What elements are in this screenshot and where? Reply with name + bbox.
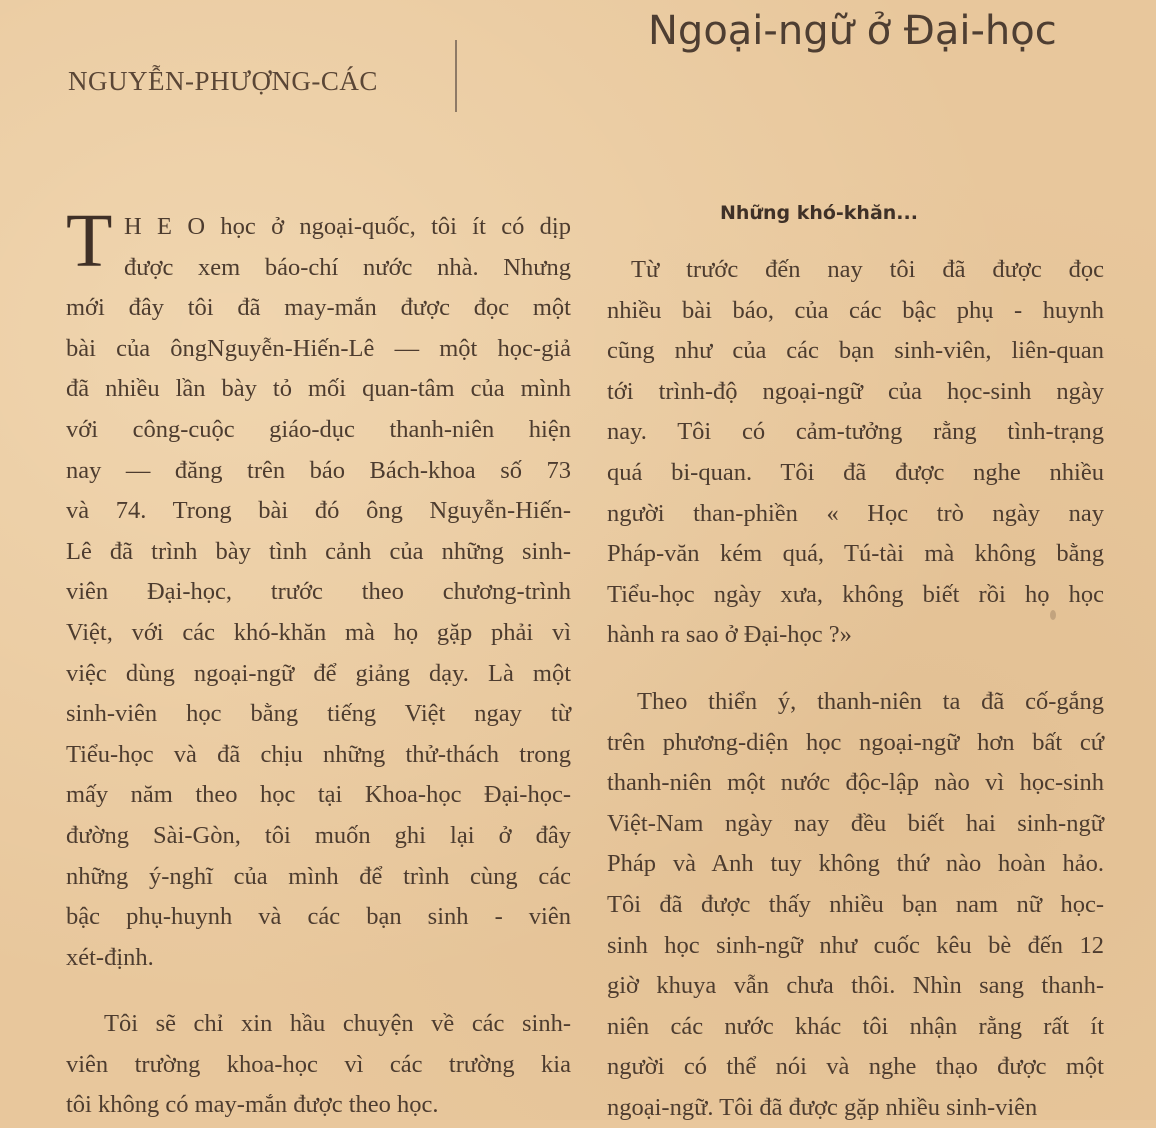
text-line: Tôi đã được thấy nhiều bạn nam nữ học- bbox=[607, 890, 1104, 918]
text-line: niên các nước khác tôi nhận rằng rất ít bbox=[607, 1012, 1104, 1040]
right-paragraph-2 bbox=[607, 682, 1104, 1128]
left-column bbox=[66, 207, 571, 1126]
text-line: với công-cuộc giáo-dục thanh-niên hiện bbox=[66, 415, 571, 443]
text-line: sinh-viên học bằng tiếng Việt ngay từ bbox=[66, 700, 571, 728]
text-line: Tiểu-học ngày xưa, không biết rồi họ học bbox=[607, 580, 1104, 608]
text-line: Việt, với các khó-khăn mà họ gặp phải vì bbox=[66, 618, 571, 646]
text-line: đã nhiều lần bày tỏ mối quan-tâm của mình bbox=[66, 375, 571, 403]
text-line: tới trình-độ ngoại-ngữ của học-sinh ngày bbox=[607, 377, 1104, 405]
left-paragraph-2 bbox=[66, 1004, 571, 1126]
text-line: Tôi sẽ chỉ xin hầu chuyện về các sinh- bbox=[104, 1010, 571, 1038]
text-line: thanh-niên một nước độc-lập nào vì học-sinh bbox=[607, 769, 1104, 797]
text-line: mới đây tôi đã may-mắn được đọc một bbox=[66, 294, 571, 322]
text-line: người có thể nói và nghe thạo được một bbox=[607, 1053, 1104, 1081]
text-line: giờ khuya vẫn chưa thôi. Nhìn sang thanh- bbox=[607, 972, 1104, 1000]
author-name: NGUYỄN-PHƯỢNG-CÁC bbox=[68, 66, 378, 96]
text-line: nhiều bài báo, của các bậc phụ - huynh bbox=[607, 296, 1104, 324]
text-line: đường Sài-Gòn, tôi muốn ghi lại ở đây bbox=[66, 821, 571, 849]
text-line: Tiểu-học và đã chịu những thử-thách trong bbox=[66, 740, 571, 768]
text-line: viên Đại-học, trước theo chương-trình bbox=[66, 578, 571, 606]
text-line: Việt-Nam ngày nay đều biết hai sinh-ngữ bbox=[607, 809, 1104, 837]
text-line: Theo thiển ý, thanh-niên ta đã cố-gắng bbox=[637, 687, 1104, 715]
text-line: bài của ôngNguyễn-Hiến-Lê — một học-giả bbox=[66, 334, 571, 362]
text-line: bậc phụ-huynh và các bạn sinh - viên bbox=[66, 903, 571, 931]
text-line: nay. Tôi có cảm-tưởng rằng tình-trạng bbox=[607, 418, 1104, 446]
text-line: quá bi-quan. Tôi đã được nghe nhiều bbox=[607, 458, 1104, 486]
text-line: sinh học sinh-ngữ như cuốc kêu bè đến 12 bbox=[607, 931, 1104, 959]
text-line: nay — đăng trên báo Bách-khoa số 73 bbox=[66, 456, 571, 484]
right-paragraph-1 bbox=[607, 250, 1104, 656]
text-line: xét-định. bbox=[66, 943, 154, 971]
ink-smudge bbox=[1050, 610, 1056, 620]
paragraph-gap bbox=[66, 978, 571, 1004]
text-line: hành ra sao ở Đại-học ?» bbox=[607, 621, 852, 649]
section-subheading: Những khó-khăn... bbox=[720, 202, 918, 224]
text-line: viên trường khoa-học vì các trường kia bbox=[66, 1050, 571, 1078]
text-line: người than-phiền « Học trò ngày nay bbox=[607, 499, 1104, 527]
text-line: Lê đã trình bày tình cảnh của những sinh- bbox=[66, 537, 571, 565]
header-divider bbox=[455, 40, 457, 112]
text-line: được xem báo-chí nước nhà. Nhưng bbox=[124, 253, 571, 281]
text-line: Pháp và Anh tuy không thứ nào hoàn hảo. bbox=[607, 850, 1104, 878]
text-line: mấy năm theo học tại Khoa-học Đại-học- bbox=[66, 781, 571, 809]
drop-cap: T bbox=[66, 199, 113, 283]
text-line: tôi không có may-mắn được theo học. bbox=[66, 1091, 439, 1119]
article-title: Ngoại-ngữ ở Đại-học bbox=[648, 8, 1057, 54]
right-column bbox=[607, 250, 1104, 1128]
text-line: H E O học ở ngoại-quốc, tôi ít có dịp bbox=[124, 213, 571, 240]
text-line: trên phương-diện học ngoại-ngữ hơn bất cứ bbox=[607, 728, 1104, 756]
paragraph-gap bbox=[607, 656, 1104, 682]
text-line: Pháp-văn kém quá, Tú-tài mà không bằng bbox=[607, 540, 1104, 568]
text-line: cũng như của các bạn sinh-viên, liên-quan bbox=[607, 337, 1104, 365]
text-line: Từ trước đến nay tôi đã được đọc bbox=[631, 256, 1104, 283]
text-line: và 74. Trong bài đó ông Nguyễn-Hiến- bbox=[66, 497, 571, 525]
left-paragraph-1 bbox=[66, 207, 571, 978]
text-line: ngoại-ngữ. Tôi đã được gặp nhiều sinh-viên bbox=[607, 1093, 1038, 1121]
text-line: những ý-nghĩ của mình để trình cùng các bbox=[66, 862, 571, 890]
text-line: việc dùng ngoại-ngữ để giảng dạy. Là một bbox=[66, 659, 571, 687]
